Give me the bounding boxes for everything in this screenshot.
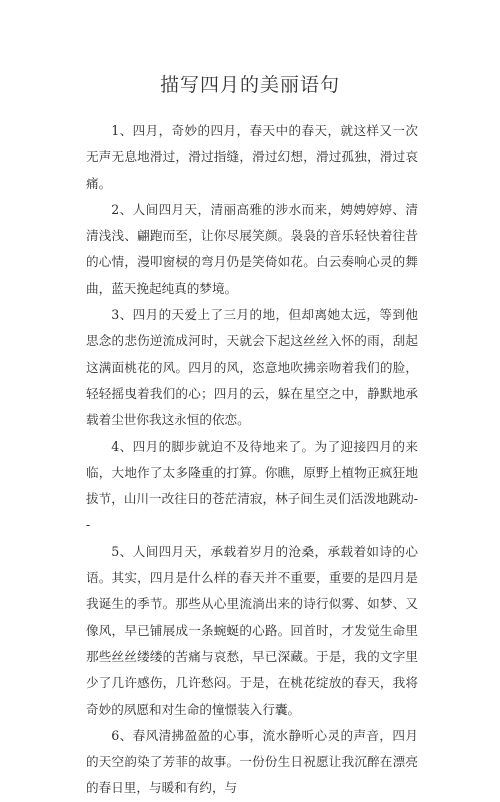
document-body — [86, 118, 418, 802]
paragraph-6: 6、春风清拂盈盈的心事，流水静听心灵的声音，四月的天空韵染了芳菲的故事。一份份生日祝愿让我沉醉在漂亮的春日里，与暖和有约，与 — [86, 727, 418, 796]
paragraph-4: 4、四月的脚步就迫不及待地来了。为了迎接四月的来临，大地作了太多隆重的打算。你瞧，原野上植物正疯狂地拔节，山川一改往日的苍茫清寂，林子间生灵们活泼地跳动-- — [86, 438, 418, 533]
document-title: 描写四月的美丽语句 — [159, 74, 340, 96]
paragraph-2: 2、人间四月天，清丽高雅的涉水而来，娉娉婷婷、清清浅浅、翩跑而至，让你尽展笑颜。袅袅的音乐轻快着往昔的心情，漫叩窗棂的弯月仍是笑倚如花。白云奏响心灵的舞曲，蓝天挽起纯真的梦境。 — [86, 201, 418, 296]
paragraph-3: 3、四月的天爱上了三月的地，但却离她太远，等到他思念的悲伤逆流成河时，天就会下起这丝丝入怀的雨，刮起这满面桃花的风。四月的风，恣意地吹拂亲吻着我们的脸，轻轻摇曳着我们的心；四月的云，躲在星空之中，静默地承载着尘世你我这永恒的依恋。 — [86, 307, 418, 428]
paragraph-1: 1、四月，奇妙的四月，春天中的春天，就这样又一次无声无息地滑过，滑过指缝，滑过幻想，滑过孤独，滑过哀痛。 — [86, 123, 418, 191]
paragraph-5: 5、人间四月天，承载着岁月的沧桑，承载着如诗的心语。其实，四月是什么样的春天并不重要，重要的是四月是我诞生的季节。那些从心里流淌出来的诗行似雾、如梦、又像风，早已铺展成一条蜿蜒的心路。回首时，才发觉生命里那些丝丝缕缕的苦痛与哀愁，早已深藏。于是，我的文字里少了几许感伤，几许愁闷。于是，在桃花绽放的春天，我将奇妙的夙愿和对生命的憧憬装入行囊。 — [86, 543, 418, 717]
